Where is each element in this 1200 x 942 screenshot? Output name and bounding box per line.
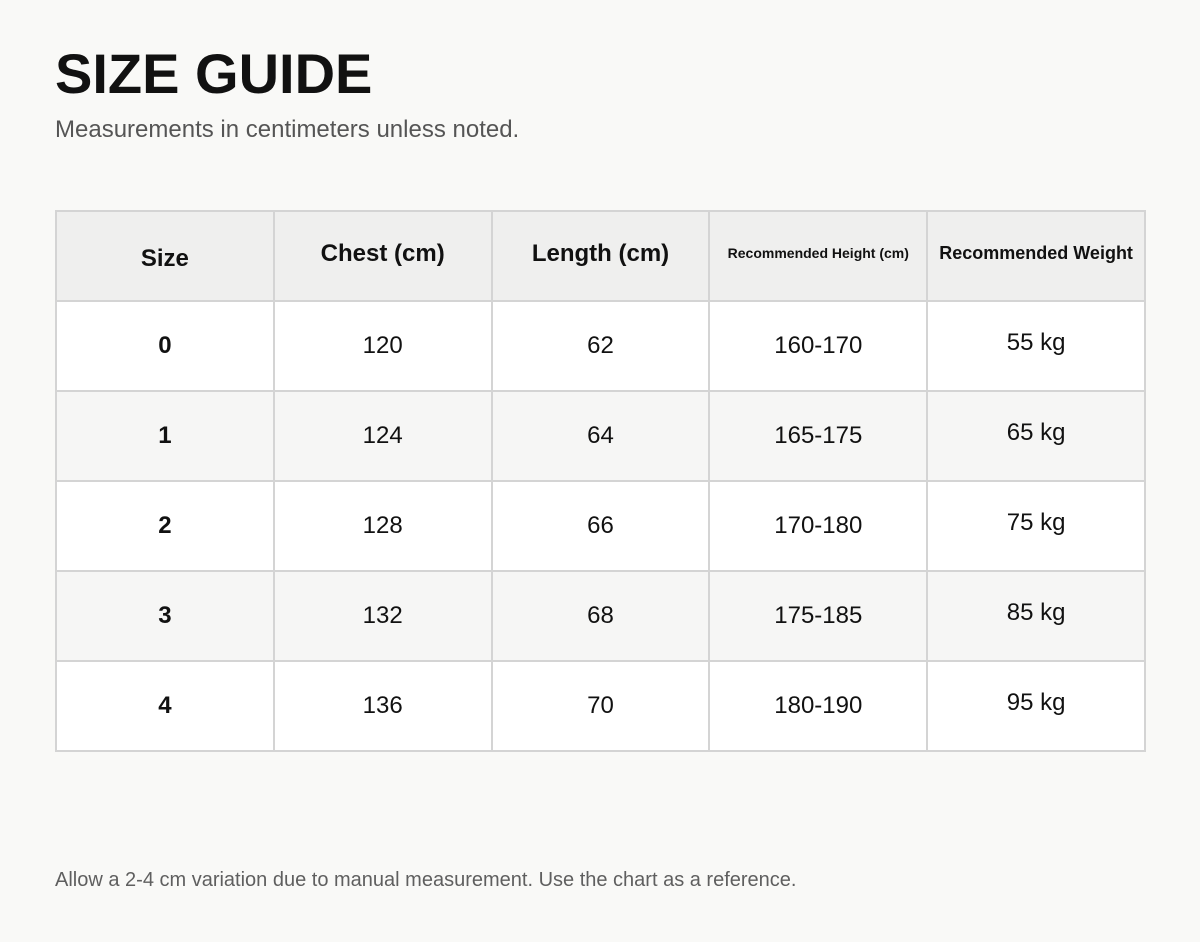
weight-cell: 85 kg [927, 571, 1145, 661]
chest-cell: 124 [274, 391, 492, 481]
weight-cell: 55 kg [927, 301, 1145, 391]
table-row [56, 661, 1145, 751]
table-header [56, 211, 1145, 301]
length-cell: 70 [492, 661, 710, 751]
height-cell: 170-180 [709, 481, 927, 571]
chest-cell: 128 [274, 481, 492, 571]
table-row [56, 571, 1145, 661]
height-cell: 180-190 [709, 661, 927, 751]
column-header-recommended-height: Recommended Height (cm) [709, 211, 927, 301]
column-header-recommended-weight: Recommended Weight [927, 211, 1145, 301]
page-title: SIZE GUIDE [55, 42, 373, 105]
page-subtitle: Measurements in centimeters unless noted. [55, 116, 520, 143]
table-row [56, 481, 1145, 571]
footer-note: Allow a 2-4 cm variation due to manual measurement. Use the chart as a reference. [55, 869, 797, 891]
column-header-chest: Chest (cm) [274, 211, 492, 301]
size-cell: 2 [56, 481, 274, 571]
weight-cell: 75 kg [927, 481, 1145, 571]
size-table [55, 210, 1146, 752]
chest-cell: 120 [274, 301, 492, 391]
height-cell: 160-170 [709, 301, 927, 391]
size-cell: 4 [56, 661, 274, 751]
chest-cell: 132 [274, 571, 492, 661]
header-row [56, 211, 1145, 301]
length-cell: 62 [492, 301, 710, 391]
size-cell: 3 [56, 571, 274, 661]
column-header-length: Length (cm) [492, 211, 710, 301]
chest-cell: 136 [274, 661, 492, 751]
table-row [56, 301, 1145, 391]
size-cell: 1 [56, 391, 274, 481]
weight-cell: 65 kg [927, 391, 1145, 481]
height-cell: 175-185 [709, 571, 927, 661]
size-cell: 0 [56, 301, 274, 391]
length-cell: 66 [492, 481, 710, 571]
length-cell: 64 [492, 391, 710, 481]
weight-cell: 95 kg [927, 661, 1145, 751]
table-row [56, 391, 1145, 481]
length-cell: 68 [492, 571, 710, 661]
height-cell: 165-175 [709, 391, 927, 481]
table-body [56, 301, 1145, 751]
column-header-size: Size [56, 211, 274, 301]
